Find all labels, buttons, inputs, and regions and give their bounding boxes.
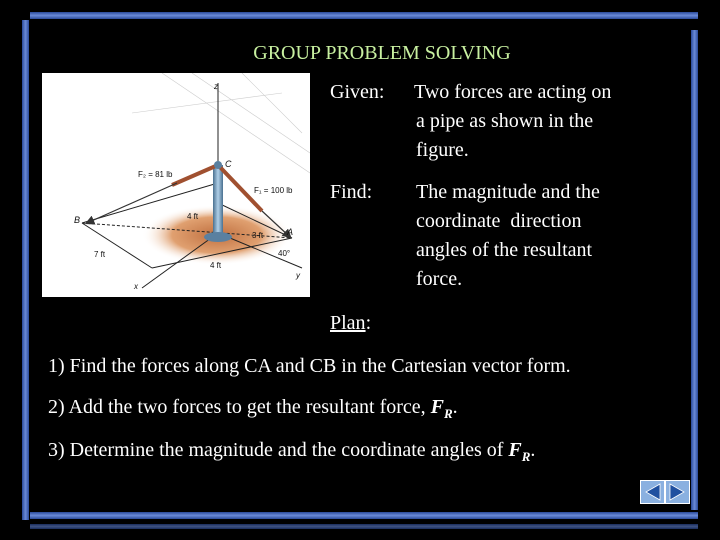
resultant-force-subscript: R bbox=[444, 406, 453, 421]
frame-top-bar bbox=[30, 12, 698, 19]
pipe-vertical bbox=[213, 165, 223, 237]
frame-right-bar bbox=[691, 30, 698, 510]
angle-label: 40° bbox=[278, 249, 291, 258]
resultant-force-subscript-2: R bbox=[521, 449, 531, 464]
resultant-force-symbol-2 bbox=[508, 439, 531, 464]
dim-4ft-vertical: 4 ft bbox=[187, 212, 199, 221]
previous-slide-button[interactable] bbox=[641, 481, 665, 504]
given-line-2: a pipe as shown in the bbox=[416, 110, 594, 132]
plan-step-3 bbox=[48, 439, 535, 465]
background-grid bbox=[132, 73, 310, 173]
next-slide-button[interactable] bbox=[666, 481, 690, 504]
given-line-3: figure. bbox=[416, 139, 469, 161]
frame-bottom-bar bbox=[30, 512, 698, 519]
dim-4ft-horizontal: 4 ft bbox=[210, 261, 222, 270]
resultant-force-f-2: F bbox=[508, 439, 522, 461]
given-label: Given: bbox=[330, 81, 385, 103]
point-c-label: C bbox=[225, 159, 232, 169]
frame-left-bar bbox=[22, 20, 29, 520]
plan-step-2-text: 2) Add the two forces to get the resultant force, bbox=[48, 396, 431, 418]
plan-step-1-text: 1) Find the forces along CA and CB in the Cartesian vector form. bbox=[48, 355, 571, 377]
plan-step-2 bbox=[48, 396, 458, 422]
plan-label-text: Plan bbox=[330, 312, 366, 334]
joint-c bbox=[214, 161, 222, 169]
plan-step-1 bbox=[48, 355, 571, 378]
axis-y-label: y bbox=[296, 271, 300, 280]
plan-step-3-end: . bbox=[530, 439, 536, 461]
frame-bottom-bar-secondary bbox=[30, 524, 698, 529]
plan-label bbox=[330, 309, 371, 338]
resultant-force-f: F bbox=[430, 396, 444, 418]
plan-step-3-text: 3) Determine the magnitude and the coordinate angles of bbox=[48, 439, 509, 461]
dim-3ft: 3 ft bbox=[252, 231, 264, 240]
axis-z-label: z bbox=[214, 82, 218, 91]
resultant-force-symbol bbox=[430, 396, 453, 421]
given-line-1: Two forces are acting on bbox=[414, 81, 612, 103]
pipe-figure bbox=[42, 73, 310, 297]
pipe-diagram bbox=[42, 73, 310, 297]
find-line-4: force. bbox=[416, 268, 463, 290]
given-text bbox=[414, 78, 674, 165]
find-label: Find: bbox=[330, 181, 373, 203]
find-line-1: The magnitude and the bbox=[416, 181, 600, 203]
slide-navigation bbox=[640, 480, 690, 504]
slide-title: GROUP PROBLEM SOLVING bbox=[253, 42, 511, 64]
force-f2-member bbox=[172, 165, 218, 185]
find-line-3: angles of the resultant bbox=[416, 239, 593, 261]
plan-step-2-end: . bbox=[452, 396, 458, 418]
find-line-2: coordinate direction bbox=[416, 210, 582, 232]
dim-7ft: 7 ft bbox=[94, 250, 106, 259]
axis-x-label: x bbox=[134, 282, 138, 291]
point-a-label: A bbox=[287, 227, 294, 237]
find-text bbox=[416, 178, 676, 294]
plan-label-colon: : bbox=[365, 312, 372, 334]
pipe-base bbox=[204, 232, 232, 242]
force-f2-label: F₂ = 81 lb bbox=[138, 170, 173, 179]
point-b-label: B bbox=[74, 215, 81, 225]
force-f1-label: F₁ = 100 lb bbox=[254, 186, 293, 195]
